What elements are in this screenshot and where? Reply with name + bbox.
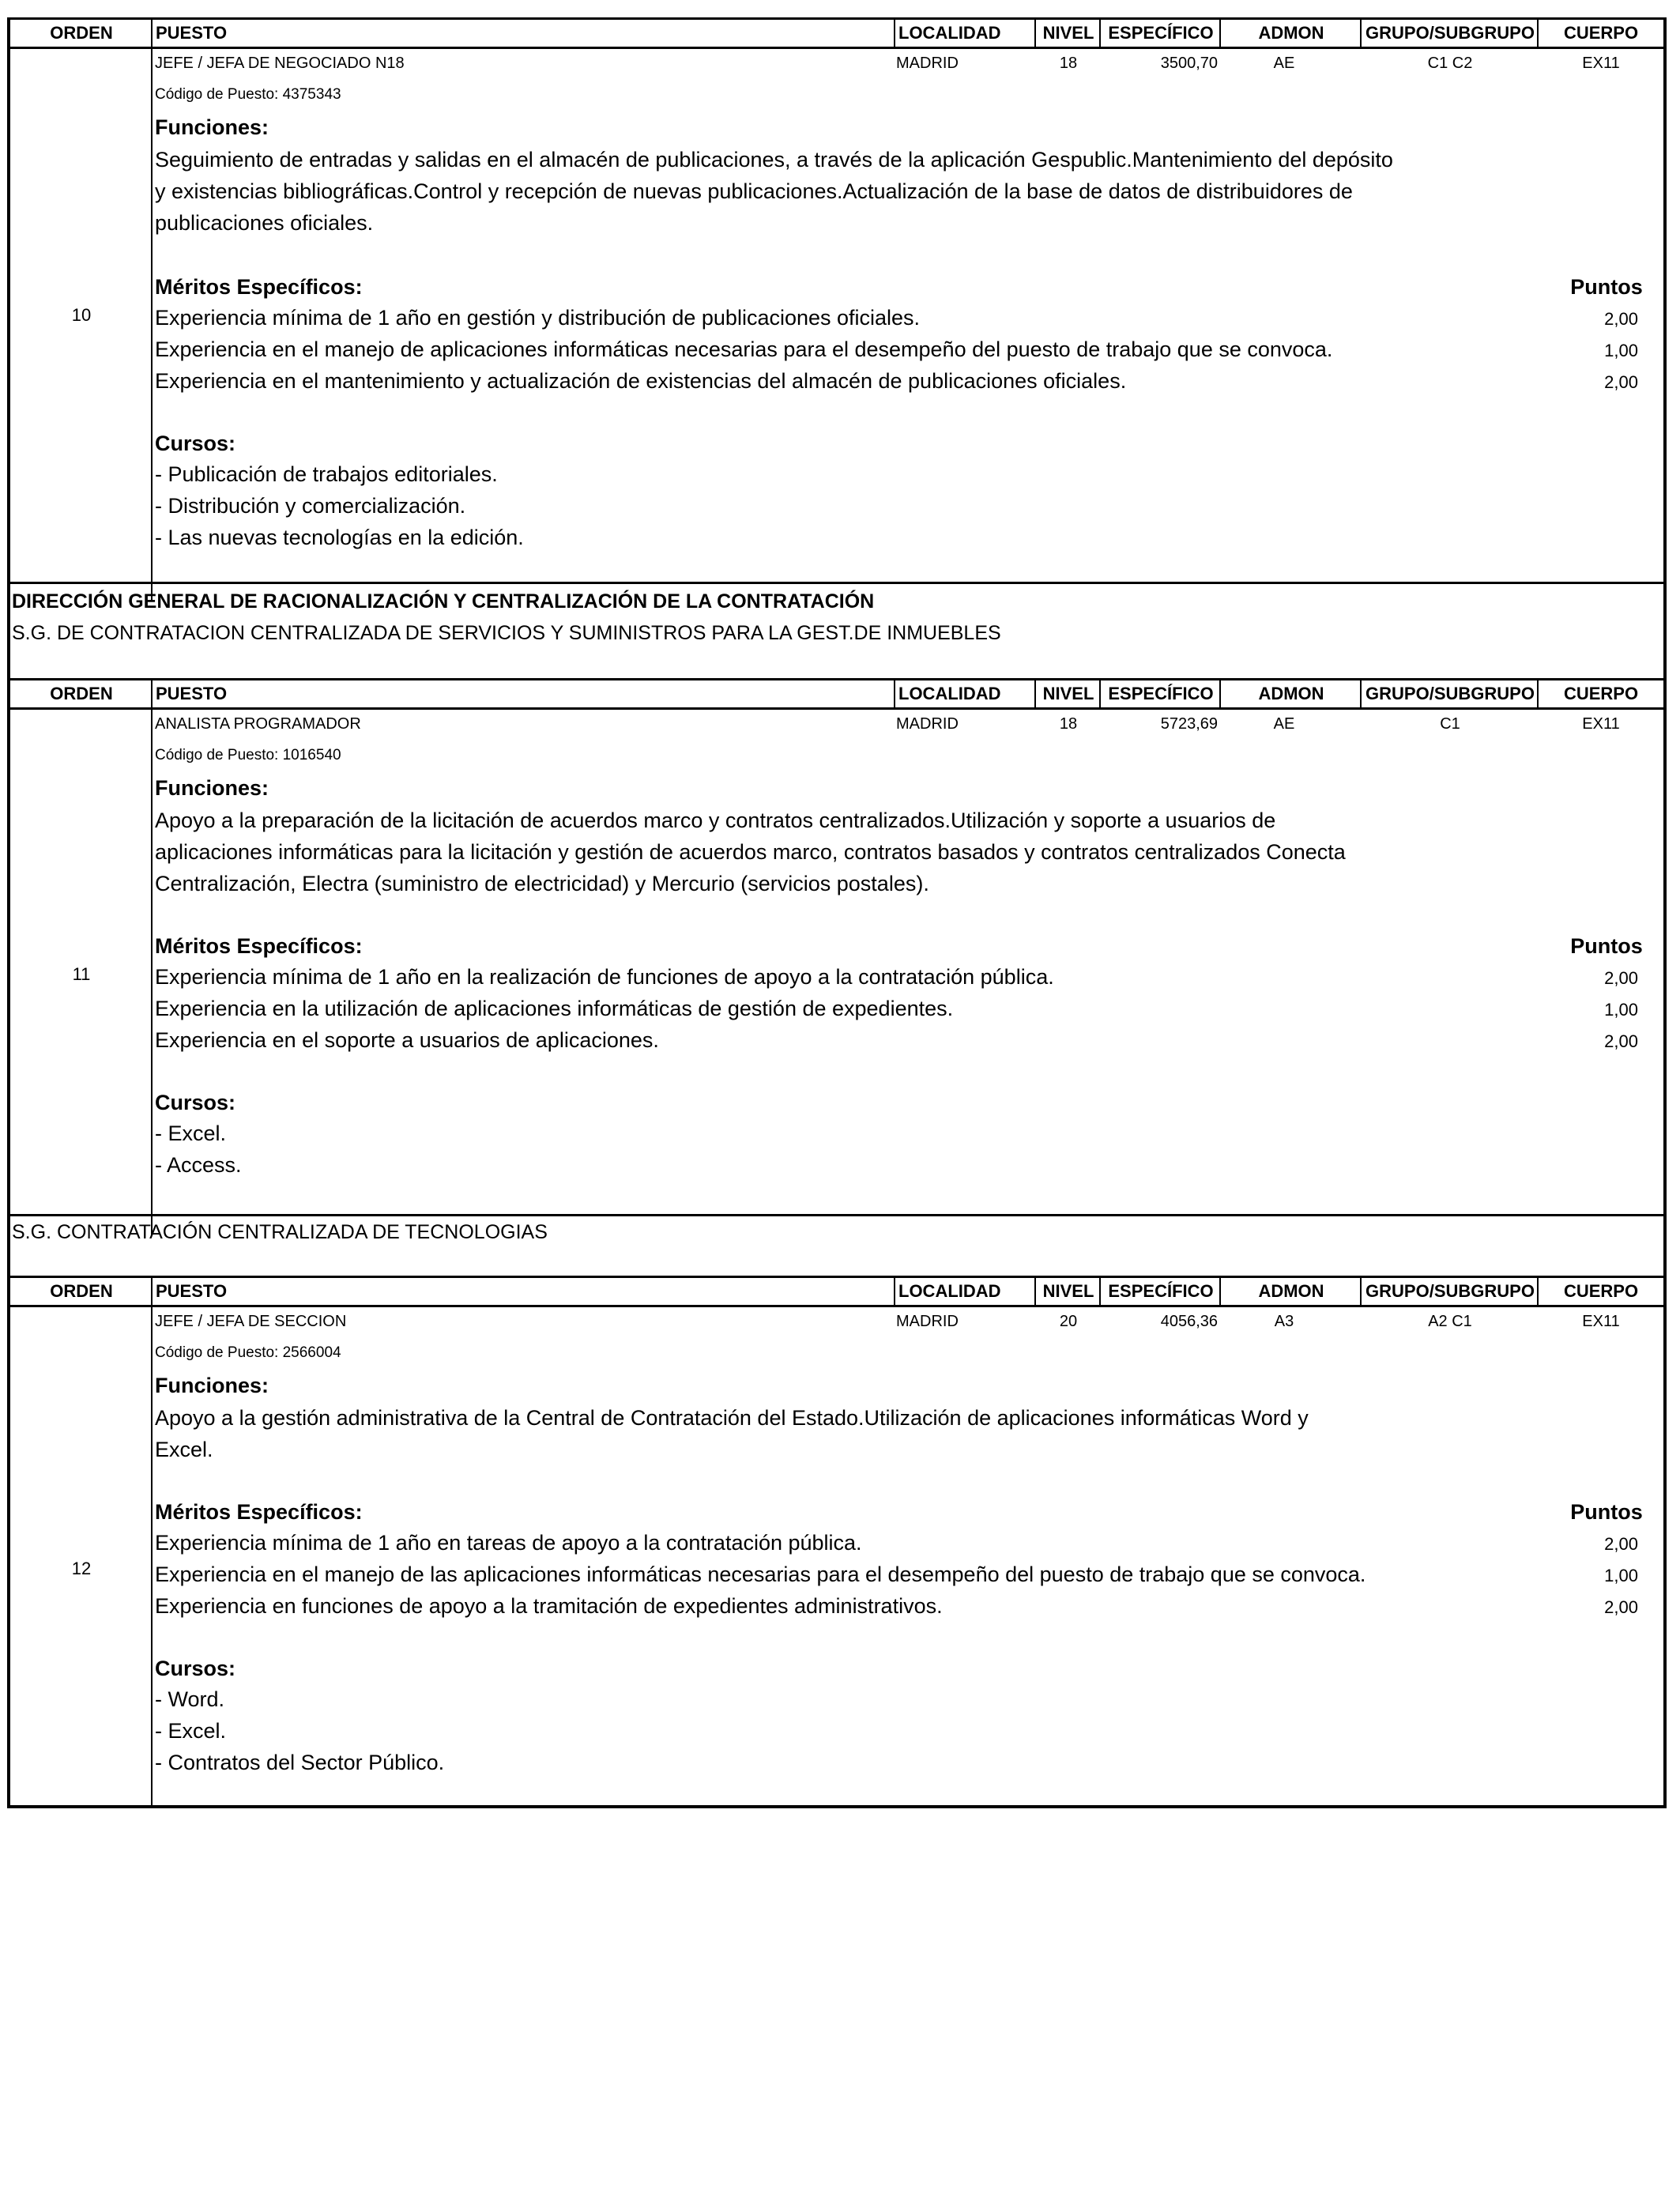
funciones-label: Funciones: — [155, 115, 269, 139]
cursos-label: Cursos: — [155, 432, 236, 455]
funciones-line: Apoyo a la preparación de la licitación de acuerdos marco y contratos centralizados.Utilización y soporte a usuarios de — [155, 809, 1276, 832]
merito-item: Experiencia en la utilización de aplicaciones informáticas de gestión de expedientes. — [155, 997, 954, 1020]
table-header — [10, 678, 1663, 710]
meritos-label: Méritos Específicos: — [155, 934, 363, 958]
nivel-value: 20 — [1059, 1313, 1078, 1330]
curso-item: - Word. — [155, 1687, 225, 1711]
merito-item: Experiencia mínima de 1 año en la realización de funciones de apoyo a la contratación pública. — [155, 965, 1054, 989]
section-direccion: DIRECCIÓN GENERAL DE RACIONALIZACIÓN Y CENTRALIZACIÓN DE LA CONTRATACIÓN — [12, 590, 875, 613]
orden-value: 10 — [71, 305, 92, 325]
meritos-label: Méritos Específicos: — [155, 275, 363, 299]
curso-item: - Distribución y comercialización. — [155, 494, 466, 518]
localidad-value: MADRID — [896, 715, 959, 733]
col-especifico: ESPECÍFICO — [1108, 1281, 1214, 1301]
admon-value: AE — [1273, 55, 1295, 72]
merito-puntos: 2,00 — [1604, 1597, 1638, 1617]
col-orden: ORDEN — [50, 684, 113, 703]
cuerpo-value: EX11 — [1582, 715, 1620, 733]
col-puesto: PUESTO — [156, 1281, 228, 1301]
grupo-value: C1 C2 — [1427, 55, 1473, 72]
merito-item: Experiencia mínima de 1 año en tareas de apoyo a la contratación pública. — [155, 1531, 862, 1555]
curso-item: - Excel. — [155, 1122, 227, 1145]
curso-item: - Publicación de trabajos editoriales. — [155, 462, 498, 486]
cuerpo-value: EX11 — [1582, 55, 1620, 72]
puntos-label: Puntos — [1570, 934, 1643, 958]
codigo-puesto: Código de Puesto: 2566004 — [155, 1344, 341, 1361]
funciones-line: Apoyo a la gestión administrativa de la Central de Contratación del Estado.Utilización de aplicaciones informáticas Word y — [155, 1406, 1309, 1430]
merito-puntos: 2,00 — [1604, 968, 1638, 988]
funciones-line: aplicaciones informáticas para la licitación y gestión de acuerdos marco, contratos basados y contratos centralizados Conecta — [155, 840, 1346, 864]
localidad-value: MADRID — [896, 1313, 959, 1330]
merito-puntos: 2,00 — [1604, 372, 1638, 392]
merito-item: Experiencia en el manejo de aplicaciones informáticas necesarias para el desempeño del puesto de trabajo que se convoca. — [155, 337, 1333, 361]
funciones-line: Excel. — [155, 1438, 213, 1461]
table-header — [10, 1276, 1663, 1307]
merito-puntos: 2,00 — [1604, 1031, 1638, 1051]
col-grupo: GRUPO/SUBGRUPO — [1365, 23, 1535, 43]
admon-value: AE — [1273, 715, 1295, 733]
section-subdireccion: S.G. DE CONTRATACION CENTRALIZADA DE SERVICIOS Y SUMINISTROS PARA LA GEST.DE INMUEBLES — [12, 622, 1001, 644]
col-cuerpo: CUERPO — [1563, 684, 1639, 703]
col-especifico: ESPECÍFICO — [1108, 684, 1214, 703]
meritos-label: Méritos Específicos: — [155, 1500, 363, 1524]
funciones-label: Funciones: — [155, 1374, 269, 1397]
col-localidad: LOCALIDAD — [898, 684, 1001, 703]
funciones-label: Funciones: — [155, 776, 269, 800]
codigo-puesto: Código de Puesto: 4375343 — [155, 86, 341, 103]
col-cuerpo: CUERPO — [1563, 1281, 1639, 1301]
section-subdireccion: S.G. CONTRATACIÓN CENTRALIZADA DE TECNOLOGIAS — [12, 1221, 548, 1243]
merito-item: Experiencia en funciones de apoyo a la tramitación de expedientes administrativos. — [155, 1594, 943, 1618]
col-cuerpo: CUERPO — [1563, 23, 1639, 43]
col-nivel: NIVEL — [1042, 684, 1094, 703]
merito-item: Experiencia en el soporte a usuarios de aplicaciones. — [155, 1028, 659, 1052]
funciones-line: Seguimiento de entradas y salidas en el almacén de publicaciones, a través de la aplicación Gespublic.Mantenimiento del depósito — [155, 148, 1393, 172]
merito-item: Experiencia en el manejo de las aplicaciones informáticas necesarias para el desempeño del puesto de trabajo que se convoca. — [155, 1563, 1366, 1586]
especifico-value: 5723,69 — [1160, 715, 1218, 733]
especifico-value: 4056,36 — [1160, 1313, 1218, 1330]
document-table — [7, 17, 1667, 1808]
cursos-label: Cursos: — [155, 1657, 236, 1680]
grupo-value: A2 C1 — [1428, 1313, 1472, 1330]
puesto-name: ANALISTA PROGRAMADOR — [155, 715, 361, 733]
nivel-value: 18 — [1059, 715, 1078, 733]
table-header — [10, 17, 1663, 49]
merito-puntos: 1,00 — [1604, 341, 1638, 360]
codigo-puesto: Código de Puesto: 1016540 — [155, 747, 341, 763]
nivel-value: 18 — [1059, 55, 1078, 72]
curso-item: - Contratos del Sector Público. — [155, 1751, 445, 1774]
col-nivel: NIVEL — [1042, 1281, 1094, 1301]
merito-puntos: 1,00 — [1604, 1566, 1638, 1585]
funciones-line: Centralización, Electra (suministro de electricidad) y Mercurio (servicios postales). — [155, 872, 929, 895]
col-grupo: GRUPO/SUBGRUPO — [1365, 1281, 1535, 1301]
col-puesto: PUESTO — [156, 684, 228, 703]
puntos-label: Puntos — [1570, 1500, 1643, 1524]
puesto-name: JEFE / JEFA DE NEGOCIADO N18 — [155, 55, 405, 72]
admon-value: A3 — [1274, 1313, 1294, 1330]
col-admon: ADMON — [1258, 23, 1324, 43]
col-localidad: LOCALIDAD — [898, 23, 1001, 43]
merito-item: Experiencia en el mantenimiento y actualización de existencias del almacén de publicaciones oficiales. — [155, 369, 1127, 393]
puesto-name: JEFE / JEFA DE SECCION — [155, 1313, 347, 1330]
puntos-label: Puntos — [1570, 275, 1643, 299]
curso-item: - Excel. — [155, 1719, 227, 1743]
curso-item: - Access. — [155, 1153, 242, 1177]
especifico-value: 3500,70 — [1160, 55, 1218, 72]
cuerpo-value: EX11 — [1582, 1313, 1620, 1330]
curso-item: - Las nuevas tecnologías en la edición. — [155, 526, 524, 549]
merito-puntos: 2,00 — [1604, 309, 1638, 329]
funciones-line: y existencias bibliográficas.Control y recepción de nuevas publicaciones.Actualización de la base de datos de distribuidores de — [155, 179, 1353, 203]
orden-value: 11 — [72, 964, 91, 984]
merito-puntos: 2,00 — [1604, 1534, 1638, 1554]
col-admon: ADMON — [1258, 1281, 1324, 1301]
col-puesto: PUESTO — [156, 23, 228, 43]
col-nivel: NIVEL — [1042, 23, 1094, 43]
cursos-label: Cursos: — [155, 1091, 236, 1114]
funciones-line: publicaciones oficiales. — [155, 211, 374, 235]
col-especifico: ESPECÍFICO — [1108, 23, 1214, 43]
col-admon: ADMON — [1258, 684, 1324, 703]
col-grupo: GRUPO/SUBGRUPO — [1365, 684, 1535, 703]
localidad-value: MADRID — [896, 55, 959, 72]
merito-puntos: 1,00 — [1604, 1000, 1638, 1020]
orden-value: 12 — [71, 1559, 92, 1578]
col-localidad: LOCALIDAD — [898, 1281, 1001, 1301]
merito-item: Experiencia mínima de 1 año en gestión y distribución de publicaciones oficiales. — [155, 306, 921, 330]
col-orden: ORDEN — [50, 23, 113, 43]
col-orden: ORDEN — [50, 1281, 113, 1301]
grupo-value: C1 — [1440, 715, 1460, 733]
